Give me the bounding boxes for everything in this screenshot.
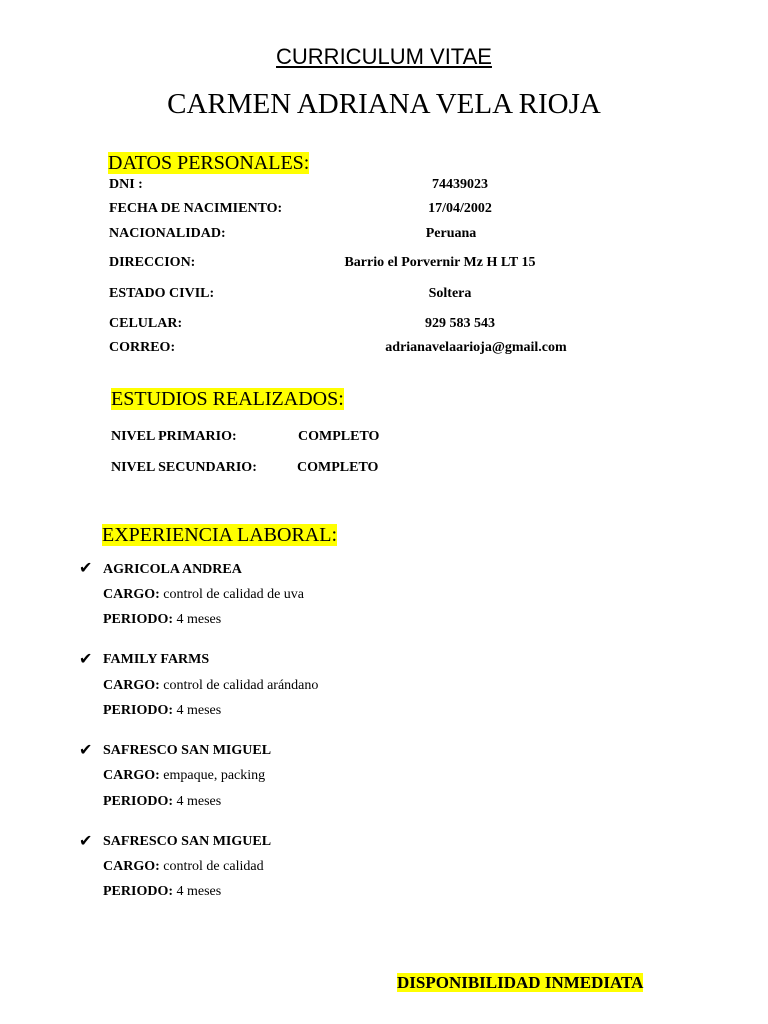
field-label-birthdate: FECHA DE NACIMIENTO: xyxy=(109,201,283,216)
checkmark-icon: ✔ xyxy=(79,742,93,759)
field-value-email: adrianavelaarioja@gmail.com xyxy=(385,340,567,355)
job-cargo: CARGO: control de calidad xyxy=(103,859,264,874)
job-company: FAMILY FARMS xyxy=(103,652,210,667)
study-label-primary: NIVEL PRIMARIO: xyxy=(111,429,237,444)
field-label-phone: CELULAR: xyxy=(109,316,183,331)
field-value-address: Barrio el Porvernir Mz H LT 15 xyxy=(344,255,536,270)
job-company: AGRICOLA ANDREA xyxy=(103,562,242,577)
checkmark-icon: ✔ xyxy=(79,651,93,668)
field-value-dni: 74439023 xyxy=(432,177,488,192)
field-label-email: CORREO: xyxy=(109,340,176,355)
job-periodo: PERIODO: 4 meses xyxy=(103,703,222,718)
study-value-secondary: COMPLETO xyxy=(297,460,379,475)
field-value-civil-status: Soltera xyxy=(428,286,472,301)
availability-note: DISPONIBILIDAD INMEDIATA xyxy=(397,973,644,992)
job-cargo: CARGO: control de calidad de uva xyxy=(103,587,304,602)
person-name: CARMEN ADRIANA VELA RIOJA xyxy=(167,88,601,120)
job-periodo: PERIODO: 4 meses xyxy=(103,612,222,627)
job-cargo: CARGO: empaque, packing xyxy=(103,768,266,783)
job-company: SAFRESCO SAN MIGUEL xyxy=(103,743,272,758)
checkmark-icon: ✔ xyxy=(79,560,93,577)
section-heading-experience: EXPERIENCIA LABORAL: xyxy=(102,524,337,546)
field-value-nationality: Peruana xyxy=(425,226,477,241)
study-label-secondary: NIVEL SECUNDARIO: xyxy=(111,460,257,475)
field-label-address: DIRECCION: xyxy=(109,255,196,270)
job-periodo: PERIODO: 4 meses xyxy=(103,884,222,899)
section-heading-studies: ESTUDIOS REALIZADOS: xyxy=(111,388,344,410)
field-value-birthdate: 17/04/2002 xyxy=(428,201,492,216)
field-label-dni: DNI : xyxy=(109,177,143,192)
field-label-nationality: NACIONALIDAD: xyxy=(109,226,226,241)
section-heading-personal: DATOS PERSONALES: xyxy=(108,152,310,174)
field-label-civil-status: ESTADO CIVIL: xyxy=(109,286,215,301)
field-value-phone: 929 583 543 xyxy=(425,316,495,331)
document-title: CURRICULUM VITAE xyxy=(276,44,492,69)
job-periodo: PERIODO: 4 meses xyxy=(103,794,222,809)
checkmark-icon: ✔ xyxy=(79,833,93,850)
job-cargo: CARGO: control de calidad arándano xyxy=(103,678,319,693)
study-value-primary: COMPLETO xyxy=(298,429,380,444)
job-company: SAFRESCO SAN MIGUEL xyxy=(103,834,272,849)
